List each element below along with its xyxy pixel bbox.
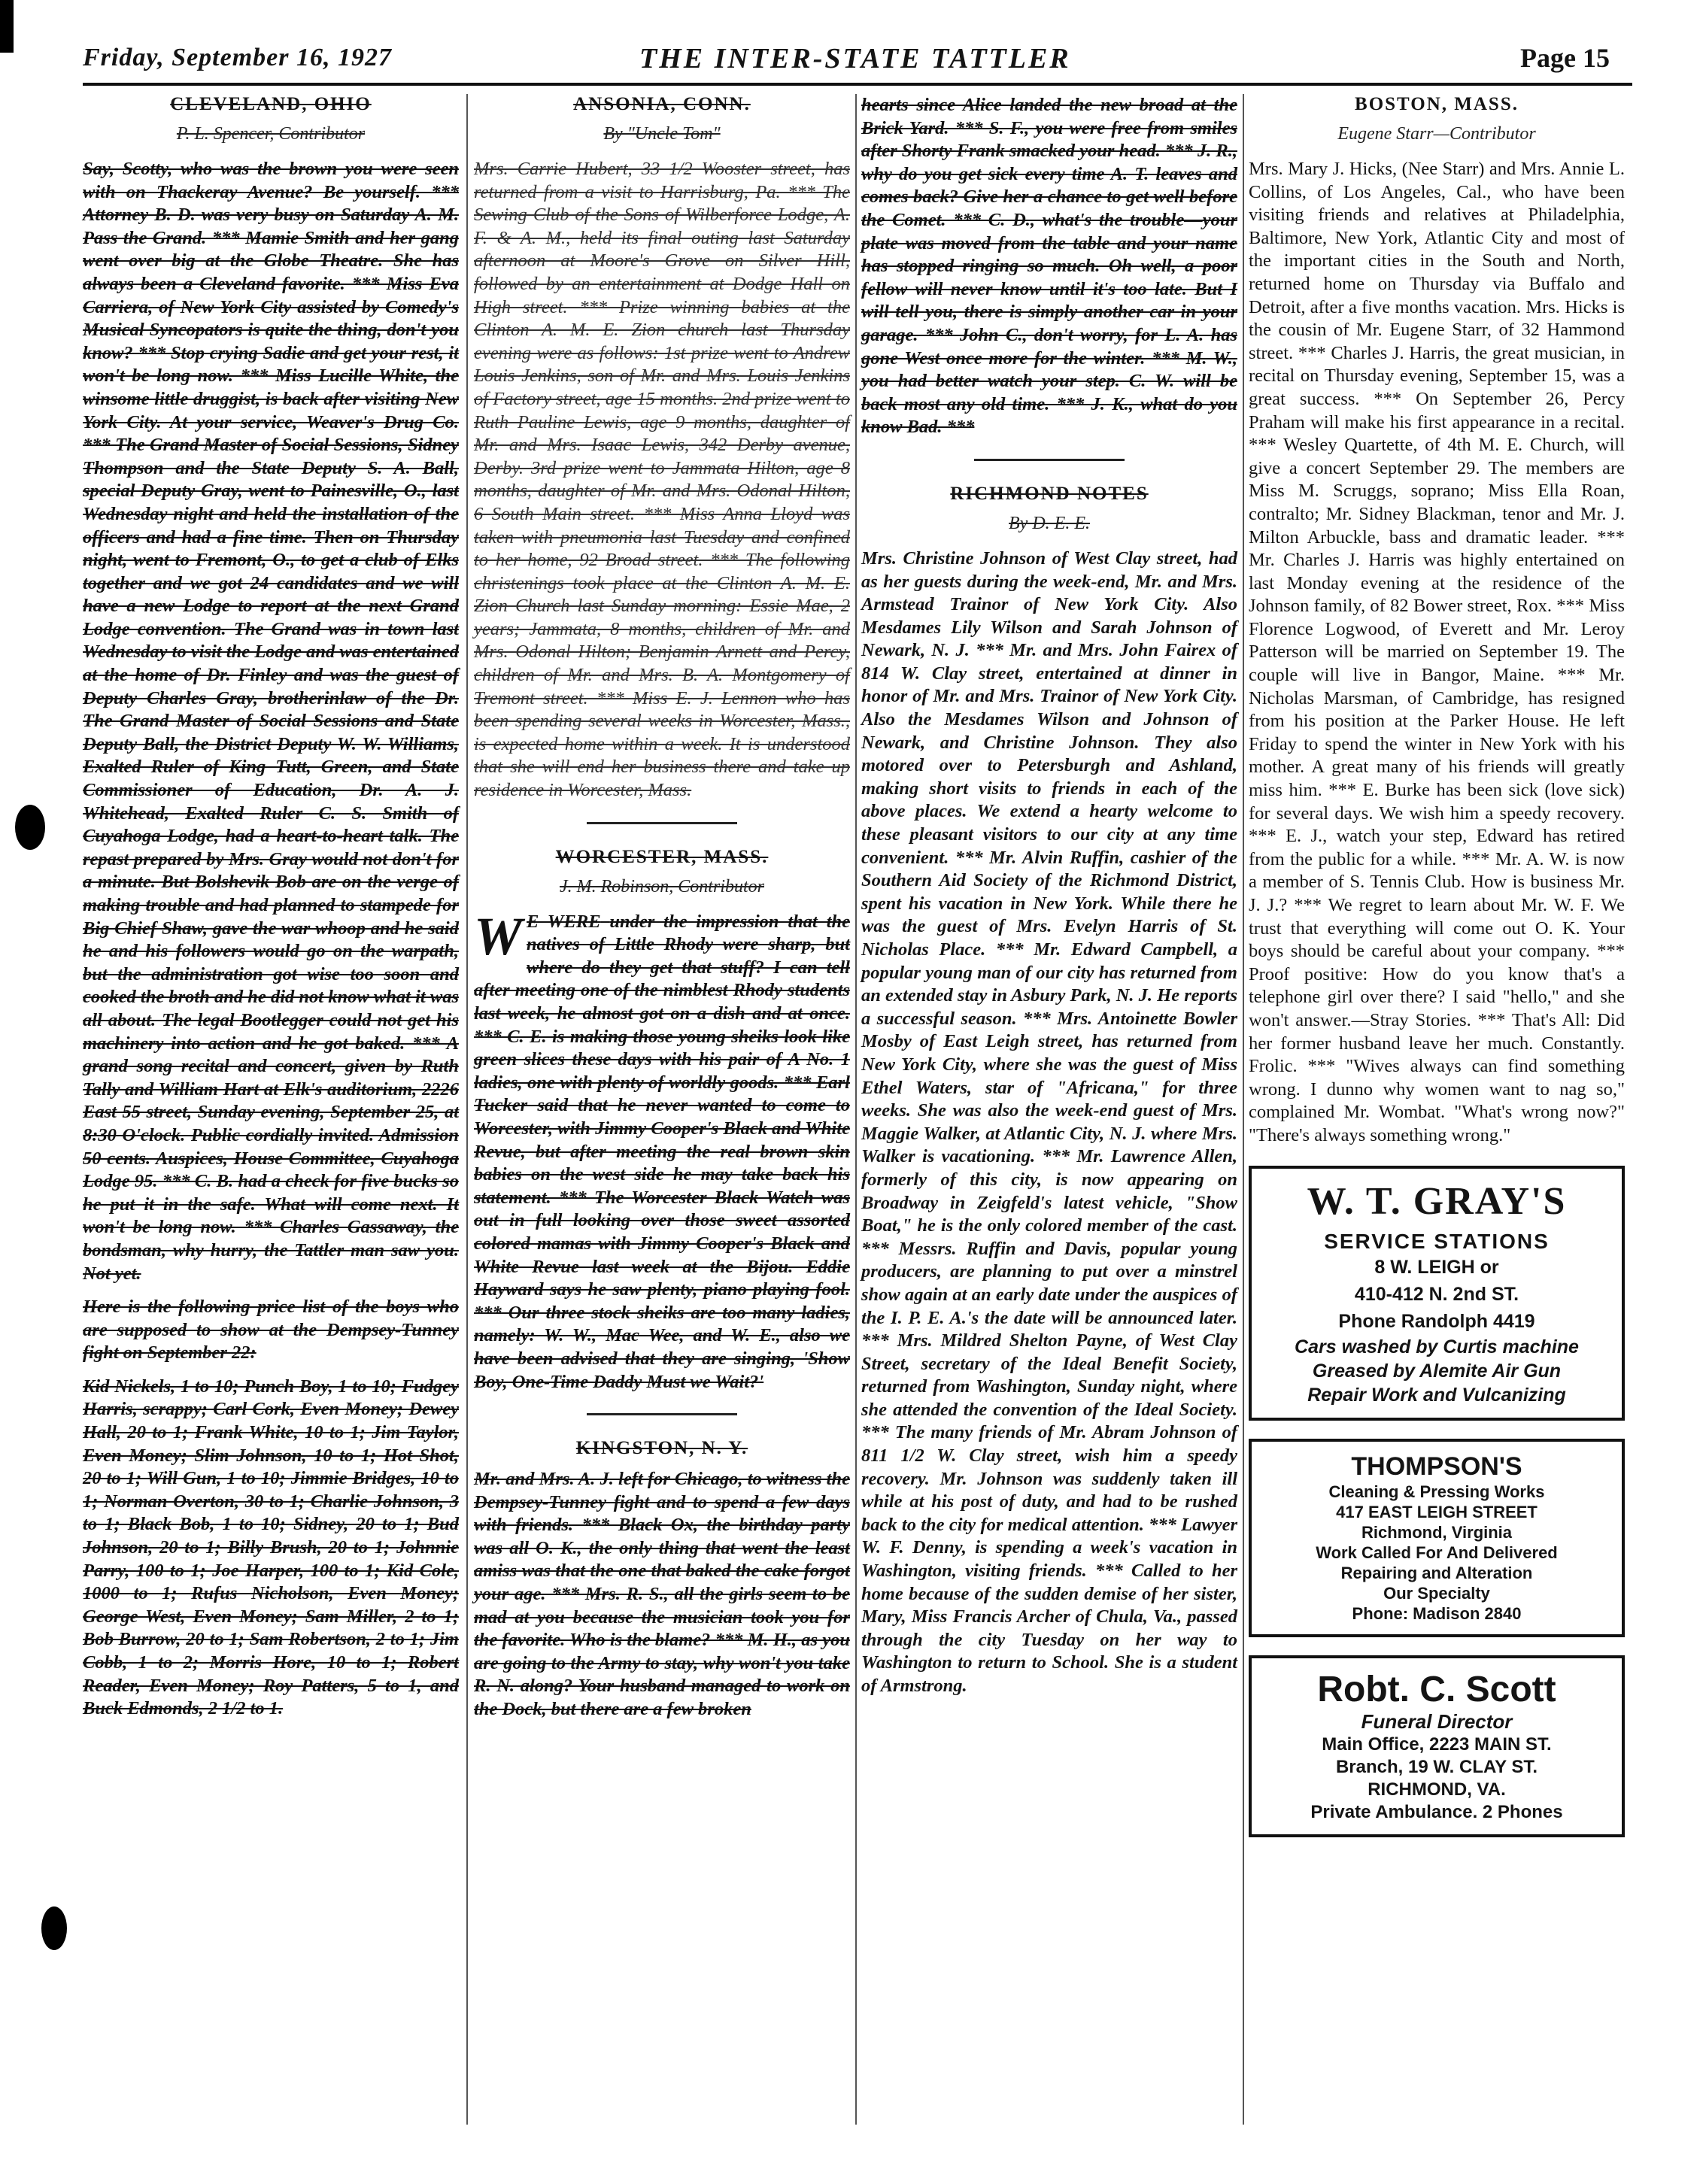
section-heading-cleveland: CLEVELAND, OHIO	[170, 94, 372, 114]
byline-worcester: J. M. Robinson, Contributor	[559, 876, 764, 896]
ad-gray-service1: Cars washed by Curtis machine	[1295, 1336, 1579, 1357]
section-divider	[587, 822, 737, 824]
header-title: THE INTER-STATE TATTLER	[639, 43, 1071, 74]
article-ansonia: Mrs. Carrie Hubert, 33 1/2 Wooster street, has returned from a visit to Harrisburg, Pa. *** The Sewing Club of the Sons of Wilberforce Lodge, A. F. & A. M., held its final outing last Saturday afternoon at Moore's Grove on Silver Hill, followed by an entertainment at Dodge Hall on High street. *** Prize winning babies at the Clinton A. M. E. Zion church last Thursday evening were as follows: 1st prize went to Andrew Louis Jenkins, son of Mr. and Mrs. Louis Jenkins of Factory street, age 15 months. 2nd prize went to Ruth Pauline Lewis, age 9 months, daughter of Mr. and Mrs. Isaac Lewis, 342 Derby avenue, Derby. 3rd prize went to Jammata Hilton, age 8 months, daughter of Mr. and Mrs. Odonal Hilton, 6 South Main street. *** Miss Anna Lloyd was taken with pneumonia last Tuesday and confined to her home, 92 Broad street. *** The following christenings took place at the Clinton A. M. E. Zion Church last Sunday morning: Essie Mae, 2 years; Jammata, 8 months, children of Mr. and Mrs. Odonal Hilton; Benjamin Arnett and Percy, children of Mr. and Mrs. B. A. Montgomery of Tremont street. *** Miss E. J. Lennon who has been spending several weeks in Worcester, Mass., is expected home within a week. It is understood that she will end her business there and take up residence in Worcester, Mass.	[474, 159, 850, 801]
column-ansonia	[474, 94, 850, 1721]
article-fight-intro: Here is the following price list of the boys who are supposed to show at the Dempsey-Tunney fight on September 22:	[83, 1297, 459, 1363]
ad-gray-address2: 410-412 N. 2nd ST.	[1354, 1283, 1519, 1305]
punch-hole-top	[15, 805, 45, 850]
margin-mark	[0, 0, 14, 53]
column-richmond	[861, 94, 1237, 1698]
ad-thompson-line4: Work Called For And Delivered	[1316, 1542, 1558, 1562]
ad-gray-sub: SERVICE STATIONS	[1324, 1229, 1550, 1253]
column-boston	[1249, 94, 1625, 1837]
article-boston: Mrs. Mary J. Hicks, (Nee Starr) and Mrs. Annie L. Collins, of Los Angeles, Cal., who have been visiting friends and relatives at Philadelphia, Baltimore, New York, Atlantic City and most of the important cities in the South and North, returned home on Thursday via Buffalo and Detroit, after a five months vacation. Mrs. Hicks is the cousin of Mr. Eugene Starr, of 32 Hammond street. *** Charles J. Harris, the great musician, in recital on Thursday evening, September 15, was a great success. *** On September 26, Percy Praham will make his first appearance in a recital. *** Wesley Quartette, of 4th M. E. Church, will give a concert September 29. The members are Miss M. Scruggs, soprano; Miss Ella Roan, contralto; Mr. Sidney Blackman, tenor and Mr. J. Milton Arbuckle, bass and dramatic leader. *** Mr. Charles J. Harris was highly entertained on last Monday evening at the residence of the Johnson family, of 82 Bower street, Rox. *** Miss Florence Logwood, of Everett and Mr. Leroy Patterson will be married on September 19. The couple will live in Bangor, Maine. *** Mr. Nicholas Marsman, of Cambridge, has resigned from his position at the Parker House. He left Friday to spend the winter in New York with his mother. A great many of his friends will greatly miss him. *** E. Burke has been sick (love sick) for several days. We wish him a speedy recovery. *** E. J., watch your step, Edward has retired from the public for a while. *** Mr. A. W. is now a member of S. Tennis Club. How is business Mr. J. J.? *** We regret to learn about Mr. W. F. We trust that everything will come out O. K. Your boys should be careful about your company. *** Proof positive: How do you know that's a telephone girl over there? I said "hello," and she won't answer.—Stray Stories. *** That's All: Did her former husband leave her much. Constantly. Frolic. *** "Wives always can find something wrong. I dunno why women want to nag so," complained Mr. Wombat. "What's wrong now?" "There's always something wrong."	[1249, 159, 1625, 1145]
ad-scott-line3: RICHMOND, VA.	[1368, 1779, 1506, 1800]
ad-scott-line1: Main Office, 2223 MAIN ST.	[1322, 1734, 1552, 1755]
article-cleveland: Say, Scotty, who was the brown you were seen with on Thackeray Avenue? Be yourself. *** Attorney B. D. was very busy on Saturday A. M. Pass the Grand. *** Mamie Smith and her gang went over big at the Globe Theatre. She has always been a Cleveland favorite. *** Miss Eva Carriera, of New York City assisted by Comedy's Musical Syncopators is quite the thing, don't you know? *** Stop crying Sadie and get your rest, it won't be long now. *** Miss Lucille White, the winsome little druggist, is back after visiting New York City. At your service, Weaver's Drug Co. *** The Grand Master of Social Sessions, Sidney Thompson and the State Deputy S. A. Ball, special Deputy Gray, went to Painesville, O., last Wednesday night and held the installation of the officers and had a fine time. Then on Thursday night, went to Fremont, O., to get a club of Elks together and we got 24 candidates and we will have a new Lodge to report at the next Grand Lodge convention. The Grand was in town last Wednesday to visit the Lodge and was entertained at the home of Dr. Finley and was the guest of Deputy Charles Gray, brotherinlaw of the Dr. The Grand Master of Social Sessions and State Deputy Ball, the District Deputy W. W. Williams, Exalted Ruler of King Tutt, Green, and State Commissioner of Education, Dr. A. J. Whitehead, Exalted Ruler C. S. Smith of Cuyahoga Lodge, had a heart-to-heart talk. The repast prepared by Mrs. Gray would not don't for a minute. But Bolshevik Bob are on the verge of making trouble and had planned to stampede for Big Chief Shaw, gave the war whoop and he said he and his followers would go on the warpath, but the administration got wise too soon and cooked the broth and he did not know what it was all about. The legal Bootlegger could not get his machinery into action and he got baked. *** A grand song recital and concert, given by Ruth Tally and William Hart at Elk's auditorium, 2226 East 55 street, Sunday evening, September 25, at 8:30 O'clock. Public cordially invited. Admission 50 cents. Auspices, House Committee, Cuyahoga Lodge 95. *** C. B. had a check for five bucks so he put it in the safe. What will come next. It won't be long now. *** Charles Gassaway, the bondsman, why hurry, the Tattler man saw you. Not yet.	[83, 159, 459, 1284]
ad-gray-service-stations	[1249, 1166, 1625, 1421]
ad-gray-address1: 8 W. LEIGH or	[1374, 1256, 1499, 1278]
ad-scott-sub: Funeral Director	[1361, 1709, 1513, 1733]
column-rule	[466, 94, 468, 2125]
byline-richmond: By D. E. E.	[1009, 513, 1090, 533]
byline-boston: Eugene Starr—Contributor	[1337, 124, 1536, 144]
article-worcester-lead: E WERE	[527, 911, 601, 932]
section-heading-ansonia: ANSONIA, CONN.	[573, 94, 751, 114]
ad-thompsons-cleaning	[1249, 1439, 1625, 1637]
byline-ansonia: By "Uncle Tom"	[603, 124, 721, 144]
article-worcester-text: under the impression that the natives of Little Rhody were sharp, but where do they get that stuff? I can tell after meeting one of the nimblest Rhody students last week, he almost got on a dish and at once. *** C. E. is making those young sheiks look like green slices these days with his pair of A No. 1 ladies, one with plenty of worldly goods. *** Earl Tucker said that he never wanted to come to Worcester, with Jimmy Cooper's Black and White Revue, but after meeting the real brown skin babies on the west side he may take back his statement. *** The Worcester Black Watch was out in full looking over those sweet assorted colored mamas with Jimmy Cooper's Black and White Revue last week at the Bijou. Eddie Hayward says he saw plenty, piano playing fool. *** Our three stock sheiks are too many ladies, namely: W. W., Mac Wee, and W. E., also we have been advised that they are singing, 'Show Boy, One-Time Daddy Must we Wait?'	[474, 911, 850, 1392]
article-richmond: Mrs. Christine Johnson of West Clay street, had as her guests during the week-end, Mr. and Mrs. Armstead Trainor of New York City. Also Mesdames Lily Wilson and Sarah Johnson of Newark, N. J. *** Mr. and Mrs. John Fairex of 814 W. Clay street, entertained at dinner in honor of Mr. and Mrs. Trainor of New York City. Also the Mesdames Wilson and Johnson of Newark, and Christine Johnson. They also motored over to Petersburgh and Ashland, making short visits to friends in each of the above places. We extend a hearty welcome to these pleasant visitors to our city at any time convenient. *** Mr. Alvin Ruffin, cashier of the Southern Aid Society of the Richmond District, spent his vacation in New York. While there he was the guest of Mrs. Evelyn Harris of St. Nicholas Place. *** Mr. Edward Campbell, a popular young man of our city has returned from an extended stay in Asbury Park, N. J. He reports a successful season. *** Mrs. Antoinette Bowler Mosby of East Leigh street, has returned from New York City, where she was the guest of Miss Ethel Waters, star of "Africana," for three weeks. She was also the week-end guest of Mrs. Maggie Walker, at Atlantic City, N. J. where Mrs. Walker is vacationing. *** Mr. Lawrence Allen, formerly of this city, is now appearing on Broadway in Zeigfeld's latest vehicle, "Show Boat," he is the only colored member of the cast. *** Messrs. Ruffin and Davis, popular young producers, are planning to put over a minstrel show again at an early date under the auspices of the I. P. E. A.'s the date will be announced later. *** Mrs. Mildred Shelton Payne, of West Clay Street, secretary of the Ideal Benefit Society, returned from Washington, Sunday night, where she attended the convention of the Ideal Society. *** The many friends of Mr. Abram Johnson of 811 1/2 W. Clay street, wish him a speedy recovery. Mr. Johnson was suddenly taken ill while at his post of duty, and had to be rushed back to the city for medical attention. *** Lawyer W. F. Denny, is spending a week's vacation in Washington, visiting friends. *** Called to her home because of the sudden demise of her sister, Mary, Miss Francis Archer of Chula, Va., passed through the city Tuesday on her way to Washington to return to School. She is a student of Armstrong.	[861, 548, 1237, 1696]
ad-scott-name: Robt. C. Scott	[1317, 1669, 1556, 1709]
section-heading-worcester: WORCESTER, MASS.	[555, 846, 769, 867]
ad-gray-phone: Phone Randolph 4419	[1338, 1310, 1535, 1332]
section-divider	[974, 459, 1125, 461]
byline-cleveland: P. L. Spencer, Contributor	[176, 124, 366, 144]
drop-cap: W	[474, 905, 523, 966]
ad-thompson-line1: Cleaning & Pressing Works	[1328, 1482, 1545, 1501]
page-header	[83, 38, 1632, 86]
ad-thompson-line5: Repairing and Alteration	[1340, 1563, 1533, 1582]
header-date: Friday, September 16, 1927	[83, 44, 392, 71]
ad-gray-service3: Repair Work and Vulcanizing	[1307, 1384, 1566, 1406]
section-heading-richmond: RICHMOND NOTES	[950, 483, 1149, 504]
section-heading-boston: BOSTON, MASS.	[1355, 94, 1519, 114]
ad-gray-service2: Greased by Alemite Air Gun	[1312, 1360, 1562, 1382]
section-divider	[587, 1413, 737, 1415]
column-rule	[1243, 94, 1244, 2125]
article-price-list: Kid Nickels, 1 to 10; Punch Boy, 1 to 10; Fudgey Harris, scrappy; Carl Cork, Even Money; Dewey Hall, 20 to 1; Frank White, 10 to 1; Jim Taylor, Even Money; Slim Johnson, 10 to 1; Hot Shot, 20 to 1; Will Gun, 1 to 10; Jimmie Bridges, 10 to 1; Norman Overton, 30 to 1; Charlie Johnson, 3 to 1; Black Bob, 1 to 10; Sidney, 20 to 1; Bud Johnson, 20 to 1; Billy Brush, 20 to 1; Johnnie Parry, 100 to 1; Joe Harper, 100 to 1; Kid Cole, 1000 to 1; Rufus Nicholson, Even Money; George West, Even Money; Sam Miller, 2 to 1; Bob Burrow, 20 to 1; Sam Robertson, 2 to 1; Jim Cobb, 1 to 2; Morris Hore, 10 to 1; Robert Reader, Even Money; Roy Patters, 5 to 1, and Buck Edmonds, 2 1/2 to 1.	[83, 1376, 459, 1719]
punch-hole-bottom	[41, 1906, 67, 1950]
header-page-number: Page 15	[1520, 43, 1610, 73]
ad-thompson-line6: Our Specialty	[1383, 1583, 1490, 1603]
column-cleveland	[83, 94, 459, 1721]
column-rule	[855, 94, 857, 2125]
ad-thompson-line7: Phone: Madison 2840	[1352, 1603, 1522, 1623]
ad-thompson-line2: 417 EAST LEIGH STREET	[1336, 1502, 1538, 1521]
ad-thompson-name: THOMPSON'S	[1351, 1451, 1522, 1481]
ad-scott-line4: Private Ambulance. 2 Phones	[1310, 1801, 1563, 1822]
section-heading-kingston: KINGSTON, N. Y.	[575, 1438, 748, 1459]
ad-scott-funeral	[1249, 1655, 1625, 1837]
article-worcester	[474, 905, 850, 1394]
article-kingston-continued: hearts since Alice landed the new broad at the Brick Yard. *** S. F., you were free from smiles after Shorty Frank smacked your head. *** J. R., why do you get sick every time A. T. leaves and comes back? Give her a chance to get well before the Comet. *** C. D., what's the trouble—your plate was moved from the table and your name has stopped ringing so much. Oh well, a poor fellow will never know until it's too late. But I will tell you, there is simply another car in your garage. *** John C., don't worry, for L. A. has gone West once more for the winter. *** M. W., you had better watch your step. C. W. will be back most any old time. *** J. K., what do you know Bad. ***	[861, 95, 1237, 438]
article-kingston: Mr. and Mrs. A. J. left for Chicago, to witness the Dempsey-Tunney fight and to spend a few days with friends. *** Black Ox, the birthday party was all O. K., the only thing that went the least amiss was that the one that baked the cake forgot your age. *** Mrs. R. S., all the girls seem to be mad at you because the musician took you for the favorite. Who is the blame? *** M. H., as you are going to the Army to stay, why won't you take R. N. along? Your husband managed to work on the Dock, but there are a few broken	[474, 1469, 850, 1720]
ad-thompson-line3: Richmond, Virginia	[1361, 1522, 1513, 1542]
ad-gray-name: W. T. GRAY'S	[1307, 1179, 1567, 1223]
ad-scott-line2: Branch, 19 W. CLAY ST.	[1335, 1756, 1538, 1777]
